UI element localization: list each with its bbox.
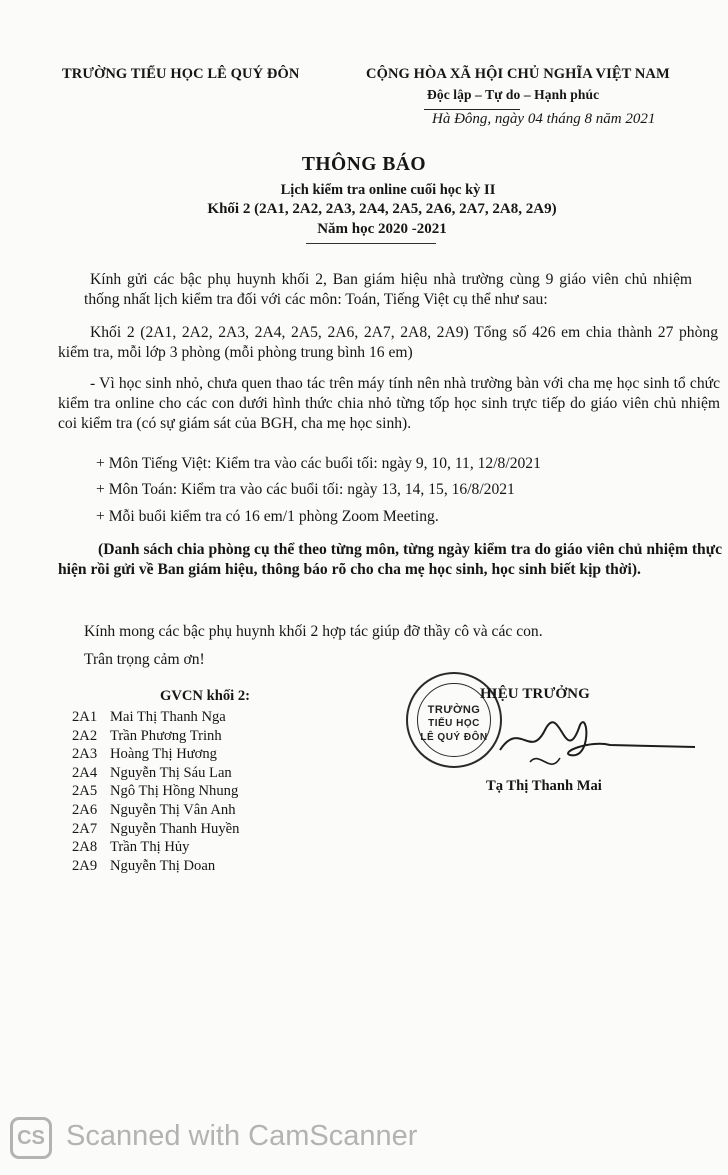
republic-name: CỘNG HÒA XÃ HỘI CHỦ NGHĨA VIỆT NAM: [366, 66, 670, 82]
schedule-math: + Môn Toán: Kiểm tra vào các buổi tối: ngày 13, 14, 15, 16/8/2021: [96, 481, 515, 498]
paragraph-grade-info: Khối 2 (2A1, 2A2, 2A3, 2A4, 2A5, 2A6, 2A7, 2A8, 2A9) Tổng số 426 em chia thành 27 phòng kiểm tra, mỗi lớp 3 phòng (mỗi phòng trung bình 16 em): [58, 324, 718, 361]
class-code: 2A3: [72, 746, 98, 763]
principal-name: Tạ Thị Thanh Mai: [486, 778, 602, 794]
motto-underline: [424, 109, 520, 110]
list-item: [72, 727, 239, 746]
stamp-line2: TIỂU HỌC: [428, 718, 480, 729]
list-item: [72, 801, 239, 820]
class-code: 2A9: [72, 857, 98, 874]
closing-request: Kính mong các bậc phụ huynh khối 2 hợp tác giúp đỡ thầy cô và các con.: [84, 623, 543, 640]
document-title: THÔNG BÁO: [301, 154, 427, 175]
list-item: [72, 838, 239, 857]
camscanner-watermark: Scanned with CamScanner: [66, 1120, 418, 1152]
title-divider: [306, 243, 436, 244]
school-name: TRƯỜNG TIỂU HỌC LÊ QUÝ ĐÔN: [62, 66, 300, 82]
list-item: [72, 820, 239, 839]
signature-scribble: [470, 700, 700, 790]
paragraph-arrangement: - Vì học sinh nhỏ, chưa quen thao tác trên máy tính nên nhà trường bàn với cha mẹ học sinh tổ chức kiểm tra online cho các con dưới hình thức chia nhỏ từng tốp học sinh trực tiếp do giáo viên chủ nhiệm coi kiểm tra (có sự giám sát của BGH, cha mẹ học sinh).: [58, 375, 720, 432]
schedule-vietnamese: + Môn Tiếng Việt: Kiểm tra vào các buổi tối: ngày 9, 10, 11, 12/8/2021: [96, 455, 541, 472]
list-item: [72, 764, 239, 783]
subtitle-line2: Khối 2 (2A1, 2A2, 2A3, 2A4, 2A5, 2A6, 2A7, 2A8, 2A9): [207, 201, 557, 217]
teacher-name: Nguyễn Thị Doan: [110, 857, 216, 874]
teacher-name: Trần Phương Trinh: [110, 727, 222, 744]
list-item: [72, 782, 239, 801]
teacher-name: Nguyễn Thanh Huyền: [110, 820, 240, 837]
paragraph-greeting: Kính gửi các bậc phụ huynh khối 2, Ban giám hiệu nhà trường cùng 9 giáo viên chủ nhiệm thống nhất lịch kiểm tra đối với các môn: Toán, Tiếng Việt cụ thể như sau:: [84, 271, 692, 308]
subtitle-line1: Lịch kiểm tra online cuối học kỳ II: [280, 182, 496, 198]
principal-title: HIỆU TRƯỞNG: [480, 686, 590, 702]
class-code: 2A5: [72, 783, 98, 800]
teacher-name: Nguyễn Thị Vân Anh: [110, 801, 236, 818]
motto: Độc lập – Tự do – Hạnh phúc: [427, 87, 600, 102]
teacher-name: Ngô Thị Hồng Nhung: [110, 783, 239, 800]
paragraph-room-list-note: (Danh sách chia phòng cụ thể theo từng môn, từng ngày kiểm tra do giáo viên chủ nhiệm thực hiện rồi gửi về Ban giám hiệu, thông báo rõ cho cha mẹ học sinh, học sinh biết kịp thời).: [58, 541, 722, 578]
teacher-name: Hoàng Thị Hương: [110, 746, 217, 763]
teacher-name: Trần Thị Hủy: [110, 839, 190, 856]
teacher-name: Mai Thị Thanh Nga: [110, 709, 226, 725]
list-item: [72, 745, 239, 764]
thanks-line: Trân trọng cảm ơn!: [84, 651, 205, 668]
list-item: [72, 708, 239, 727]
subtitle-line3: Năm học 2020 -2021: [317, 221, 447, 237]
teacher-list-heading: GVCN khối 2:: [160, 688, 251, 704]
class-code: 2A6: [72, 801, 98, 818]
class-code: 2A2: [72, 727, 98, 744]
teacher-list: [72, 708, 239, 875]
class-code: 2A7: [72, 820, 98, 837]
stamp-line3: LÊ QUÝ ĐÔN: [420, 732, 488, 743]
class-code: 2A4: [72, 764, 98, 781]
camscanner-logo: CS: [10, 1117, 52, 1159]
stamp-line1: TRƯỜNG: [427, 704, 481, 716]
class-code: 2A1: [72, 709, 98, 725]
session-info: + Mỗi buổi kiểm tra có 16 em/1 phòng Zoom Meeting.: [96, 508, 439, 525]
list-item: [72, 857, 239, 876]
class-code: 2A8: [72, 839, 98, 856]
teacher-name: Nguyễn Thị Sáu Lan: [110, 764, 232, 781]
place-date: Hà Đông, ngày 04 tháng 8 năm 2021: [432, 111, 656, 127]
